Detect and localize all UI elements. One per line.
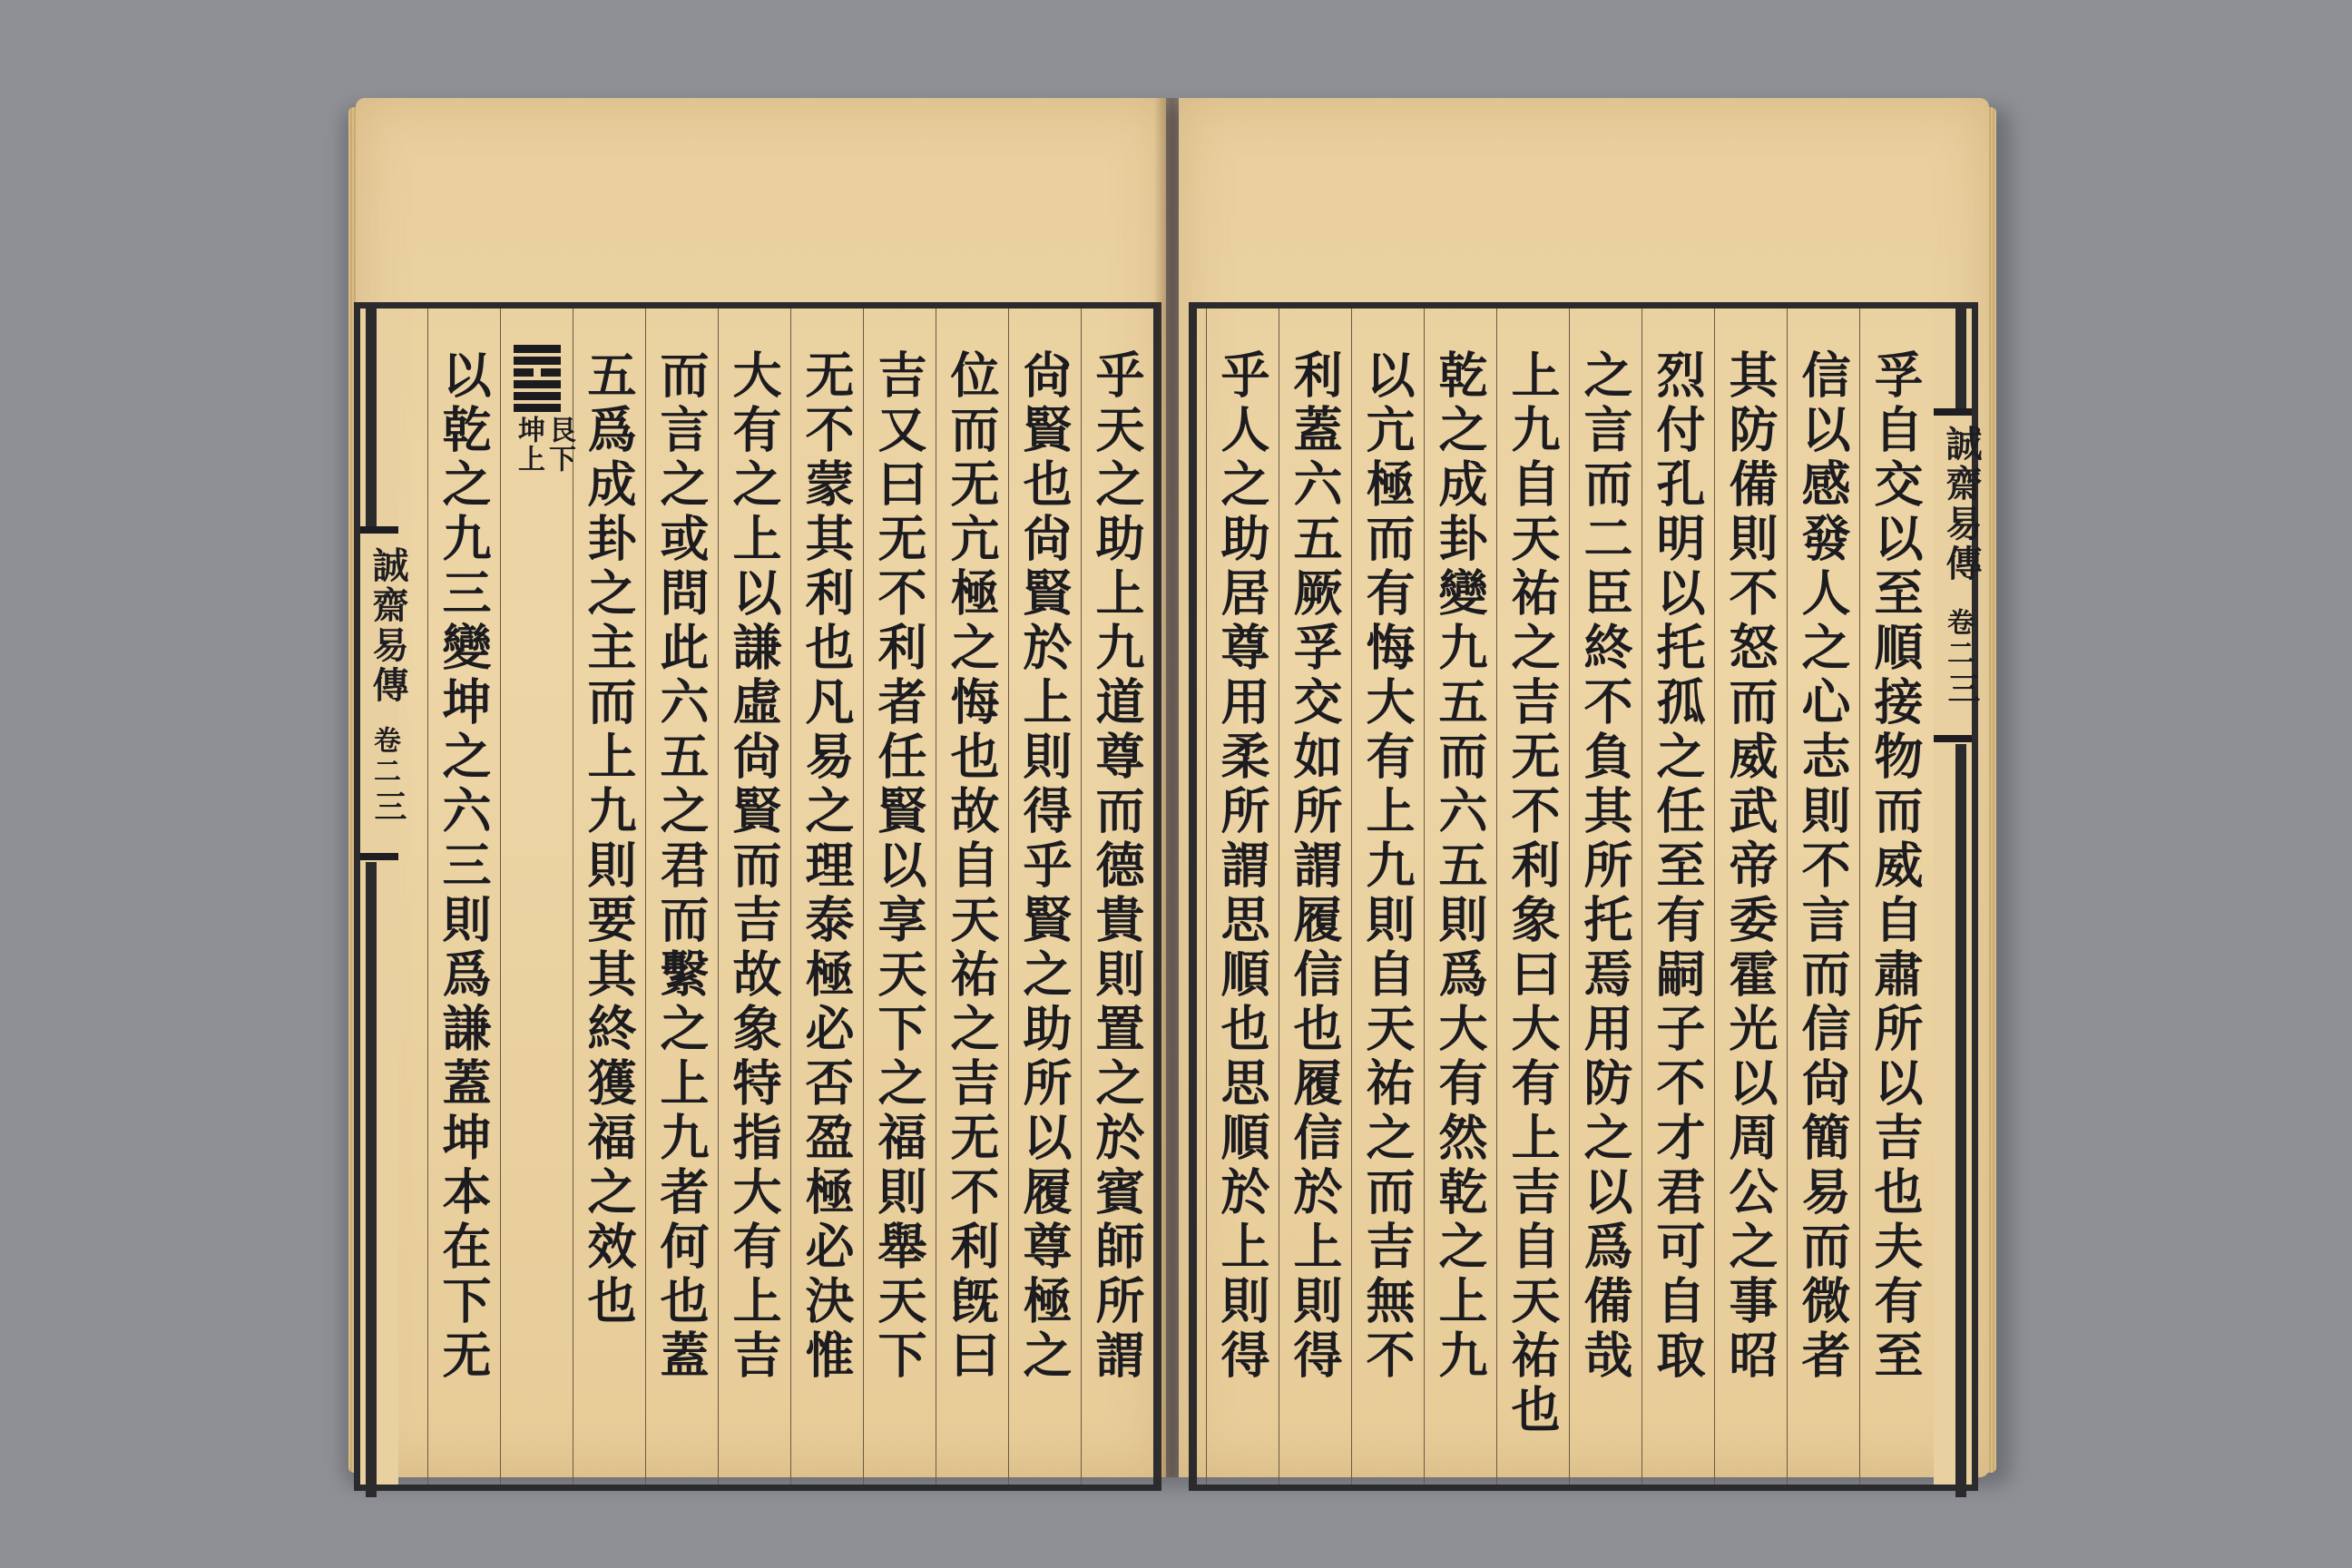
right-page-number: 三: [1943, 671, 1981, 704]
right-column-text: 以亢極而有悔大有上九則自天祐之而吉無不: [1358, 349, 1416, 1384]
left-margin-strip: [360, 309, 409, 1485]
right-text-column: [1206, 309, 1279, 1485]
right-text-column: [1351, 309, 1424, 1485]
left-margin-title: 誠齋易傳: [367, 546, 409, 706]
left-text-column: [573, 309, 645, 1485]
right-text-column: [1496, 309, 1569, 1485]
left-margin-volume: 卷二: [368, 726, 400, 788]
right-text-column: [1424, 309, 1496, 1485]
hexagram-line: [514, 392, 561, 400]
hexagram-qian-kun-icon: [514, 345, 561, 403]
right-column-text: 信以感發人之心志則不言而信尙簡易而微者: [1794, 349, 1852, 1384]
left-margin-bar-bottom: [366, 862, 377, 1497]
right-page: [1179, 98, 1989, 1477]
left-text-column: [1081, 309, 1153, 1485]
left-column-text: 无不蒙其利也凡易之理泰極必否盈極必決惟: [798, 349, 856, 1384]
right-text-columns: [1197, 309, 1983, 1485]
left-text-column: [718, 309, 790, 1485]
hexagram-line: [514, 345, 561, 353]
right-column-text: 之言而二臣終不負其所托焉用防之以爲備哉: [1576, 349, 1634, 1384]
left-text-column: [863, 309, 936, 1485]
left-text-column: [1008, 309, 1081, 1485]
right-column-text: 上九自天祐之吉无不利象曰大有上吉自天祐也: [1504, 349, 1562, 1438]
left-margin-bar-top: [366, 309, 377, 526]
right-fishtail-bottom: [1934, 735, 1972, 742]
left-page-number: 三: [369, 789, 407, 822]
left-column-text: 尙賢也尙賢於上則得乎賢之助所以履尊極之: [1015, 349, 1073, 1384]
left-print-frame: [354, 302, 1161, 1491]
left-column-text: 大有之上以謙虛尙賢而吉故象特指大有上吉: [725, 349, 783, 1384]
left-fishtail-bottom: [360, 853, 398, 860]
right-margin-strip: [1934, 309, 1983, 1485]
right-text-column: [1642, 309, 1714, 1485]
left-text-column: [500, 309, 573, 1485]
open-book: [356, 98, 1989, 1486]
right-margin-bar-top: [1955, 309, 1966, 408]
right-column-text: 其防備則不怒而威武帝委霍光以周公之事昭: [1721, 349, 1779, 1384]
left-text-columns: [360, 309, 1153, 1485]
right-margin-bar-bottom: [1955, 744, 1966, 1497]
left-fishtail-top: [360, 526, 398, 534]
left-text-column: [790, 309, 863, 1485]
left-column-text: 吉又曰无不利者任賢以享天下之福則舉天下: [870, 349, 928, 1384]
left-text-column: [645, 309, 718, 1485]
right-text-column: [1714, 309, 1787, 1485]
hexagram-line: [514, 357, 561, 365]
right-text-column: [1279, 309, 1351, 1485]
left-text-column: [427, 309, 500, 1485]
right-text-column: [1859, 309, 1932, 1485]
hexagram-label: 艮下: [544, 416, 575, 474]
hexagram-line: [514, 404, 561, 412]
left-column-text: 而言之或問此六五之君而繫之上九者何也蓋: [652, 349, 710, 1384]
right-text-column: [1787, 309, 1859, 1485]
left-column-text: 以乾之九三變坤之六三則爲謙蓋坤本在下无: [435, 349, 493, 1384]
left-text-column: [936, 309, 1008, 1485]
right-column-text: 孚自交以至順接物而威自肅所以吉也夫有至: [1867, 349, 1925, 1384]
right-margin-volume: 卷二: [1942, 608, 1974, 670]
hexagram-line: [514, 380, 561, 388]
right-text-column: [1569, 309, 1642, 1485]
right-column-text: 乾之成卦變九五而六五則爲大有然乾之上九: [1431, 349, 1489, 1384]
left-page: [356, 98, 1166, 1477]
right-fishtail-top: [1934, 408, 1972, 416]
left-column-text: 五爲成卦之主而上九則要其終獲福之效也: [580, 349, 638, 1329]
left-column-text: 位而无亢極之悔也故自天祐之吉无不利旣曰: [943, 349, 1001, 1384]
right-column-text: 烈付孔明以托孤之任至有嗣子不才君可自取: [1649, 349, 1707, 1384]
hexagram-label: 坤上: [513, 416, 544, 474]
right-margin-title: 誠齋易傳: [1940, 425, 1983, 584]
right-column-text: 利蓋六五厥孚交如所謂履信也履信於上則得: [1286, 349, 1344, 1384]
right-print-frame: [1189, 302, 1983, 1491]
hexagram-line: [514, 368, 561, 377]
right-column-text: 乎人之助居尊用柔所謂思順也思順於上則得: [1213, 349, 1271, 1384]
left-column-text: 乎天之助上九道尊而德貴則置之於賓師所謂: [1088, 349, 1146, 1384]
